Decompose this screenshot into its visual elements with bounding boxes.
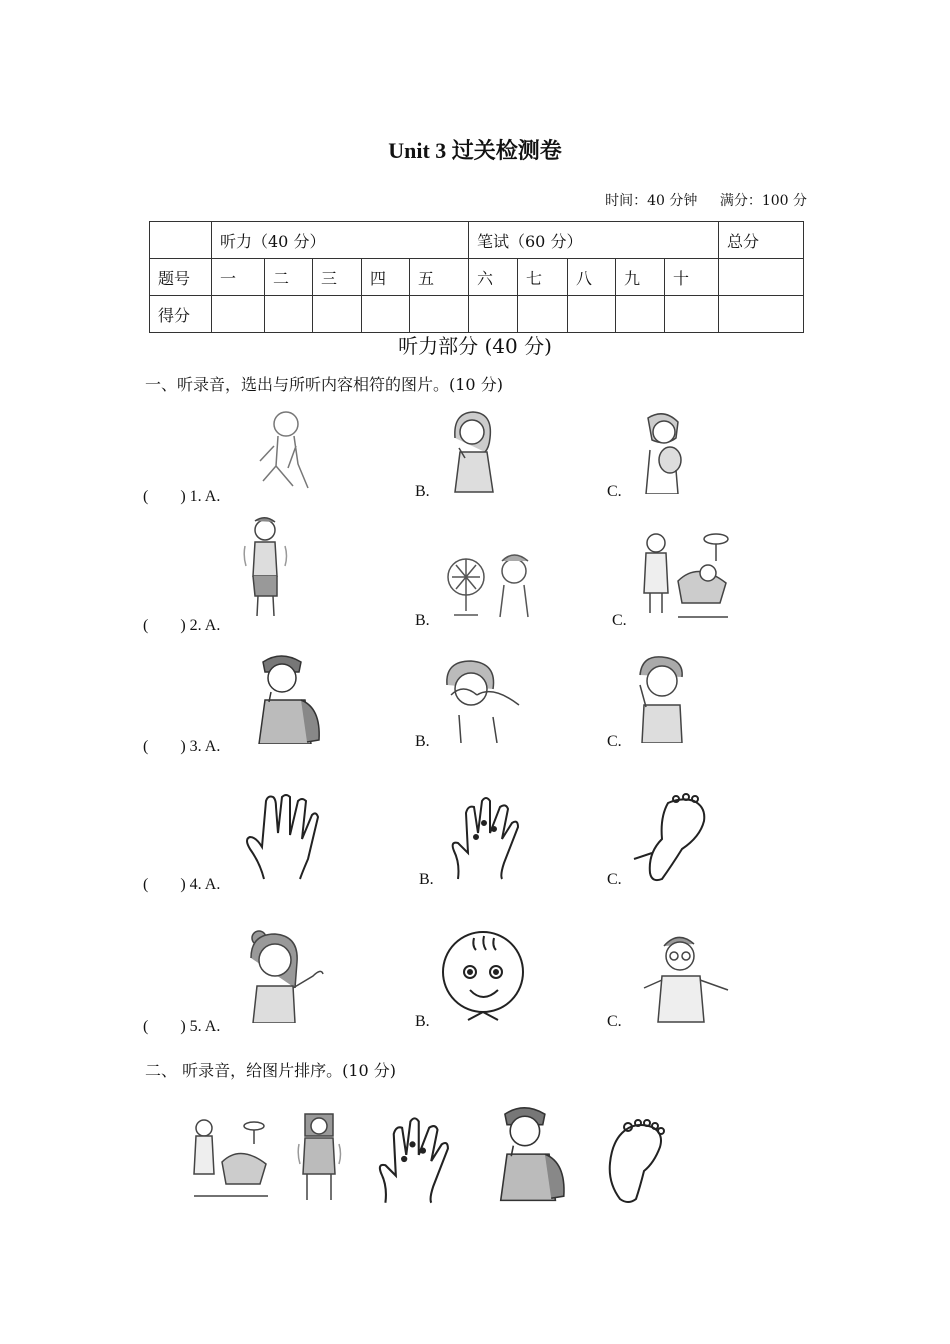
table-cell bbox=[616, 296, 665, 333]
table-cell bbox=[362, 296, 410, 333]
cold-boy-illustration bbox=[243, 516, 288, 620]
boy-backpack-illustration bbox=[245, 652, 323, 744]
section-2-heading: 二、 听录音，给图片排序。(10 分) bbox=[145, 1061, 397, 1080]
table-cell: 题号 bbox=[150, 259, 212, 296]
table-cell: 五 bbox=[410, 259, 469, 296]
table-cell bbox=[150, 222, 212, 259]
girl-covering-eyes-illustration bbox=[437, 655, 527, 743]
page-title: Unit 3 过关检测卷 bbox=[388, 138, 562, 163]
option-b-label: B. bbox=[415, 1013, 430, 1030]
hand-illustration bbox=[242, 793, 320, 881]
table-cell bbox=[265, 296, 313, 333]
table-cell bbox=[469, 296, 518, 333]
girl-waving-illustration bbox=[245, 928, 327, 1023]
table-cell: 得分 bbox=[150, 296, 212, 333]
question-4-label: ( ) 4. A. bbox=[143, 876, 221, 893]
option-b-label: B. bbox=[419, 871, 434, 888]
table-cell: 听力（40 分） bbox=[212, 222, 469, 259]
baby-face-illustration bbox=[438, 928, 528, 1025]
table-cell bbox=[518, 296, 568, 333]
table-cell: 笔试（60 分） bbox=[469, 222, 719, 259]
foot-illustration bbox=[600, 1113, 672, 1205]
time-limit: 时间：40 分钟 bbox=[605, 193, 698, 209]
dentist-illustration bbox=[188, 1118, 273, 1200]
table-cell: 十 bbox=[665, 259, 719, 296]
table-cell bbox=[719, 296, 804, 333]
table-cell: 八 bbox=[568, 259, 616, 296]
table-cell bbox=[313, 296, 362, 333]
fan-girl-illustration bbox=[442, 545, 542, 619]
hand-with-dots-illustration bbox=[375, 1113, 450, 1205]
table-cell: 三 bbox=[313, 259, 362, 296]
girl-illustration bbox=[445, 408, 500, 494]
dentist-illustration bbox=[638, 531, 733, 621]
table-cell: 四 bbox=[362, 259, 410, 296]
foot-illustration bbox=[632, 793, 707, 883]
table-cell: 九 bbox=[616, 259, 665, 296]
boy-backpack-illustration bbox=[486, 1100, 568, 1204]
tired-boy-illustration bbox=[248, 406, 323, 494]
table-cell bbox=[568, 296, 616, 333]
table-cell: 七 bbox=[518, 259, 568, 296]
table-cell bbox=[719, 259, 804, 296]
hot-girl-fan-illustration bbox=[630, 410, 690, 494]
option-b-label: B. bbox=[415, 733, 430, 750]
section-1-heading: 一、听录音，选出与所听内容相符的图片。(10 分) bbox=[145, 375, 503, 394]
table-cell: 总分 bbox=[719, 222, 804, 259]
cold-girl-illustration bbox=[297, 1108, 342, 1204]
table-cell bbox=[212, 296, 265, 333]
option-c-label: C. bbox=[607, 1013, 622, 1030]
table-cell bbox=[665, 296, 719, 333]
exam-meta bbox=[587, 190, 807, 210]
table-cell: 六 bbox=[469, 259, 518, 296]
table-row bbox=[150, 296, 804, 333]
table-cell bbox=[410, 296, 469, 333]
full-score: 满分：100 分 bbox=[719, 193, 807, 209]
table-cell: 二 bbox=[265, 259, 313, 296]
option-b-label: B. bbox=[415, 612, 430, 629]
question-1-label: ( ) 1. A. bbox=[143, 488, 221, 505]
question-3-label: ( ) 3. A. bbox=[143, 738, 221, 755]
table-row bbox=[150, 259, 804, 296]
table-cell: 一 bbox=[212, 259, 265, 296]
question-5-label: ( ) 5. A. bbox=[143, 1018, 221, 1035]
option-c-label: C. bbox=[612, 612, 627, 629]
score-table bbox=[149, 221, 804, 333]
option-c-label: C. bbox=[607, 733, 622, 750]
boy-glasses-illustration bbox=[632, 930, 736, 1025]
option-b-label: B. bbox=[415, 483, 430, 500]
table-row bbox=[150, 222, 804, 259]
option-c-label: C. bbox=[607, 871, 622, 888]
listening-heading: 听力部分 (40 分) bbox=[398, 334, 552, 358]
hand-with-dots-illustration bbox=[448, 793, 520, 881]
option-c-label: C. bbox=[607, 483, 622, 500]
boy-touching-ear-illustration bbox=[632, 655, 690, 743]
question-2-label: ( ) 2. A. bbox=[143, 617, 221, 634]
